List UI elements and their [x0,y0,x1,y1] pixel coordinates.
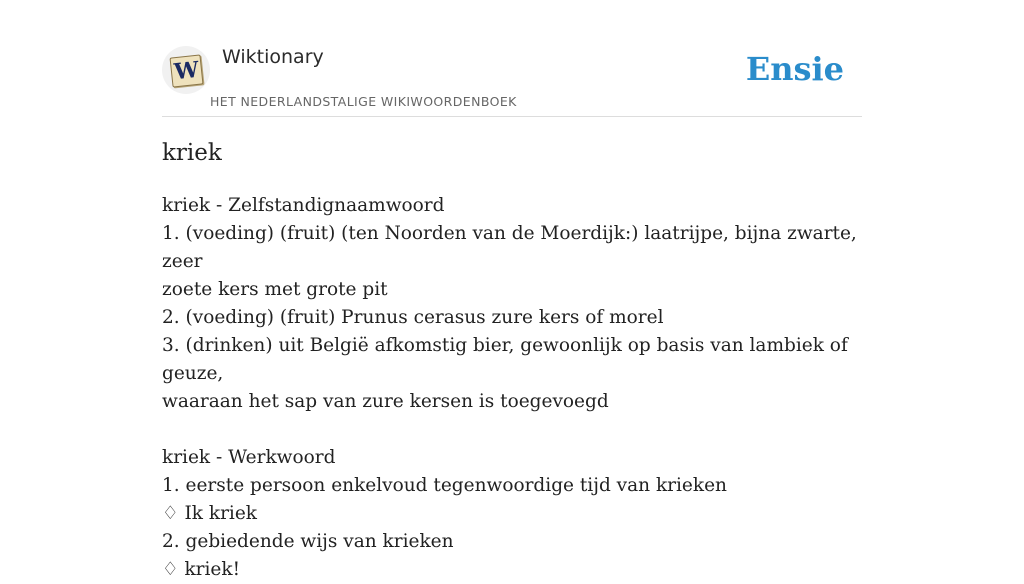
noun-definition-line: 1. (voeding) (fruit) (ten Noorden van de Moerdijk:) laatrijpe, bijna zwarte, zeer [162,223,857,272]
verb-definition-line: 1. eerste persoon enkelvoud tegenwoordige tijd van krieken [162,475,727,496]
site-header [162,0,862,117]
verb-example-line: ♢ kriek! [162,559,241,580]
page-title: kriek [162,140,222,166]
noun-definition-line: 3. (drinken) uit België afkomstig bier, gewoonlijk op basis van lambiek of geuze, [162,335,848,384]
site-subtitle: HET NEDERLANDSTALIGE WIKIWOORDENBOEK [210,94,517,109]
verb-heading: kriek - Werkwoord [162,447,336,468]
ensie-brand-link[interactable]: Ensie [745,50,844,88]
noun-heading: kriek - Zelfstandignaamwoord [162,195,445,216]
entry-content [162,192,862,584]
logo-tile-icon: W [170,54,204,87]
site-name[interactable]: Wiktionary [222,46,324,68]
section-spacer [162,416,862,444]
verb-definition-line: 2. gebiedende wijs van krieken [162,531,454,552]
page [162,0,862,580]
noun-definition-line: zoete kers met grote pit [162,279,388,300]
wiktionary-logo[interactable] [162,46,210,94]
verb-example-line: ♢ Ik kriek [162,503,257,524]
noun-definition-line: waaraan het sap van zure kersen is toegevoegd [162,391,609,412]
noun-definition-line: 2. (voeding) (fruit) Prunus cerasus zure kers of morel [162,307,664,328]
